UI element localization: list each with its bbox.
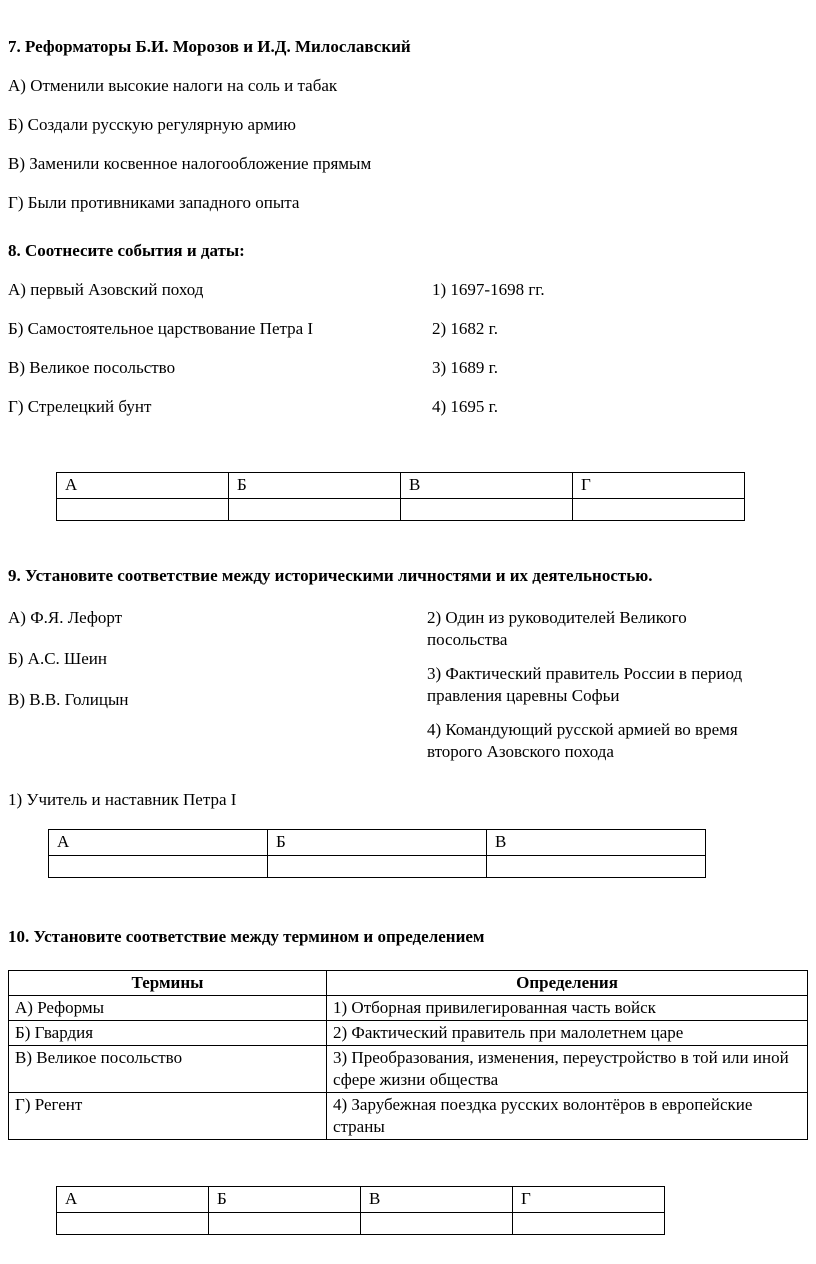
- activity-1: 1) Учитель и наставник Петра I: [8, 790, 237, 809]
- person-a: А) Ф.Я. Лефорт: [8, 608, 123, 627]
- answer-input-cell[interactable]: [573, 499, 745, 521]
- answer-header-row: [57, 473, 745, 499]
- question-10-answer-table: [56, 1186, 665, 1235]
- answer-input-cell[interactable]: [57, 499, 229, 521]
- question-9-activities: [427, 607, 759, 775]
- answer-header-cell: А: [49, 830, 268, 856]
- question-7-option-g: Г) Были противниками западного опыта: [8, 193, 300, 212]
- answer-header-cell: А: [57, 1187, 209, 1213]
- definition-cell: 4) Зарубежная поездка русских волонтёров в европейские страны: [327, 1093, 808, 1140]
- answer-header-cell: В: [487, 830, 706, 856]
- answer-input-row: [57, 1213, 665, 1235]
- answer-header-cell: В: [361, 1187, 513, 1213]
- terms-table-row: [9, 1021, 808, 1046]
- answer-input-cell[interactable]: [513, 1213, 665, 1235]
- answer-input-row: [57, 499, 745, 521]
- match-date-2: 2) 1682 г.: [432, 319, 498, 338]
- question-9-title: 9. Установите соответствие между историческими личностями и их деятельностью.: [8, 566, 653, 585]
- question-9-persons: [8, 607, 427, 775]
- term-cell: Г) Регент: [9, 1093, 327, 1140]
- question-10-title: 10. Установите соответствие между термином и определением: [8, 927, 485, 946]
- answer-header-cell: А: [57, 473, 229, 499]
- question-8-title: 8. Соотнесите события и даты:: [8, 241, 245, 260]
- answer-input-cell[interactable]: [401, 499, 573, 521]
- definition-cell: 2) Фактический правитель при малолетнем царе: [327, 1021, 808, 1046]
- term-cell: Б) Гвардия: [9, 1021, 327, 1046]
- definitions-column-header: Определения: [327, 971, 808, 996]
- answer-header-cell: Г: [513, 1187, 665, 1213]
- terms-table-header-row: [9, 971, 808, 996]
- question-8-answer-table: [56, 472, 745, 521]
- person-v: В) В.В. Голицын: [8, 690, 129, 709]
- answer-input-cell[interactable]: [268, 856, 487, 878]
- answer-input-cell[interactable]: [49, 856, 268, 878]
- question-9: [8, 565, 808, 878]
- activity-2: 2) Один из руководителей Великого посольства: [427, 608, 687, 649]
- terms-table-row: [9, 996, 808, 1021]
- answer-header-cell: Г: [573, 473, 745, 499]
- match-event-a: А) первый Азовский поход: [8, 280, 204, 299]
- term-cell: В) Великое посольство: [9, 1046, 327, 1093]
- question-7-option-v: В) Заменили косвенное налогообложение прямым: [8, 154, 372, 173]
- question-10: [8, 926, 808, 1235]
- answer-input-cell[interactable]: [229, 499, 401, 521]
- activity-4: 4) Командующий русской армией во время второго Азовского похода: [427, 720, 738, 761]
- definition-cell: 1) Отборная привилегированная часть войск: [327, 996, 808, 1021]
- question-7-option-a: А) Отменили высокие налоги на соль и табак: [8, 76, 338, 95]
- answer-input-cell[interactable]: [361, 1213, 513, 1235]
- answer-input-cell[interactable]: [209, 1213, 361, 1235]
- question-8: [8, 240, 808, 521]
- answer-header-cell: Б: [268, 830, 487, 856]
- definition-cell: 3) Преобразования, изменения, переустройство в той или иной сфере жизни общества: [327, 1046, 808, 1093]
- activity-3: 3) Фактический правитель России в период правления царевны Софьи: [427, 664, 743, 705]
- answer-header-row: [49, 830, 706, 856]
- match-event-b: Б) Самостоятельное царствование Петра I: [8, 319, 314, 338]
- answer-input-cell[interactable]: [487, 856, 706, 878]
- match-event-v: В) Великое посольство: [8, 358, 176, 377]
- terms-definitions-table: [8, 970, 808, 1140]
- question-7-option-b: Б) Создали русскую регулярную армию: [8, 115, 296, 134]
- term-cell: А) Реформы: [9, 996, 327, 1021]
- answer-header-row: [57, 1187, 665, 1213]
- match-date-4: 4) 1695 г.: [432, 397, 498, 416]
- question-7: [8, 36, 808, 214]
- match-pair: [8, 396, 808, 418]
- match-pair: [8, 318, 808, 340]
- question-7-title: 7. Реформаторы Б.И. Морозов и И.Д. Милославский: [8, 37, 411, 56]
- terms-column-header: Термины: [9, 971, 327, 996]
- answer-header-cell: Б: [229, 473, 401, 499]
- match-pair: [8, 357, 808, 379]
- answer-input-cell[interactable]: [57, 1213, 209, 1235]
- match-event-g: Г) Стрелецкий бунт: [8, 397, 152, 416]
- match-pair: [8, 279, 808, 301]
- question-9-columns: [8, 607, 808, 775]
- answer-header-cell: Б: [209, 1187, 361, 1213]
- person-b: Б) А.С. Шеин: [8, 649, 107, 668]
- answer-input-row: [49, 856, 706, 878]
- question-9-answer-table: [48, 829, 706, 878]
- match-date-3: 3) 1689 г.: [432, 358, 498, 377]
- terms-table-row: [9, 1046, 808, 1093]
- answer-header-cell: В: [401, 473, 573, 499]
- terms-table-row: [9, 1093, 808, 1140]
- match-date-1: 1) 1697-1698 гг.: [432, 280, 545, 299]
